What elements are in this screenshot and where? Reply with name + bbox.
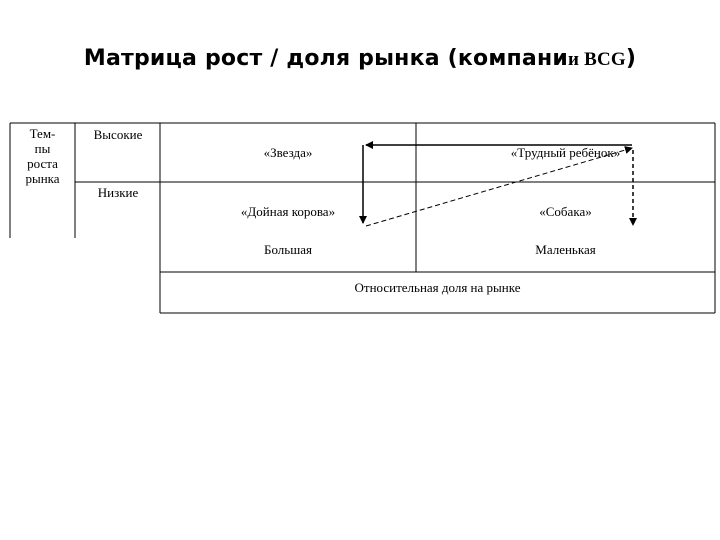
row-axis-label-line: роста bbox=[27, 156, 58, 171]
row-axis-label-line: пы bbox=[34, 141, 51, 156]
column-label-small: Маленькая bbox=[535, 242, 596, 257]
row-axis-label bbox=[12, 126, 73, 186]
cell-cash-cow-label: «Дойная корова» bbox=[240, 204, 336, 219]
title-close-text: ) bbox=[625, 46, 637, 71]
cell-dog-label: «Собака» bbox=[539, 204, 592, 219]
cell-problem-child-label: «Трудный ребёнок» bbox=[510, 145, 621, 160]
title-main-text: Матрица рост / доля рынка (компани bbox=[83, 46, 568, 71]
cell-star-label: «Звезда» bbox=[263, 145, 313, 160]
row-axis-label-line: Тем- bbox=[29, 126, 56, 141]
title-tail-text: и BCG bbox=[567, 49, 626, 70]
column-label-large: Большая bbox=[264, 242, 312, 257]
row-axis-label-line: рынка bbox=[25, 171, 60, 186]
column-axis-label: Относительная доля на рынке bbox=[354, 280, 521, 295]
row-label-high: Высокие bbox=[93, 127, 143, 142]
row-label-low: Низкие bbox=[97, 185, 139, 200]
